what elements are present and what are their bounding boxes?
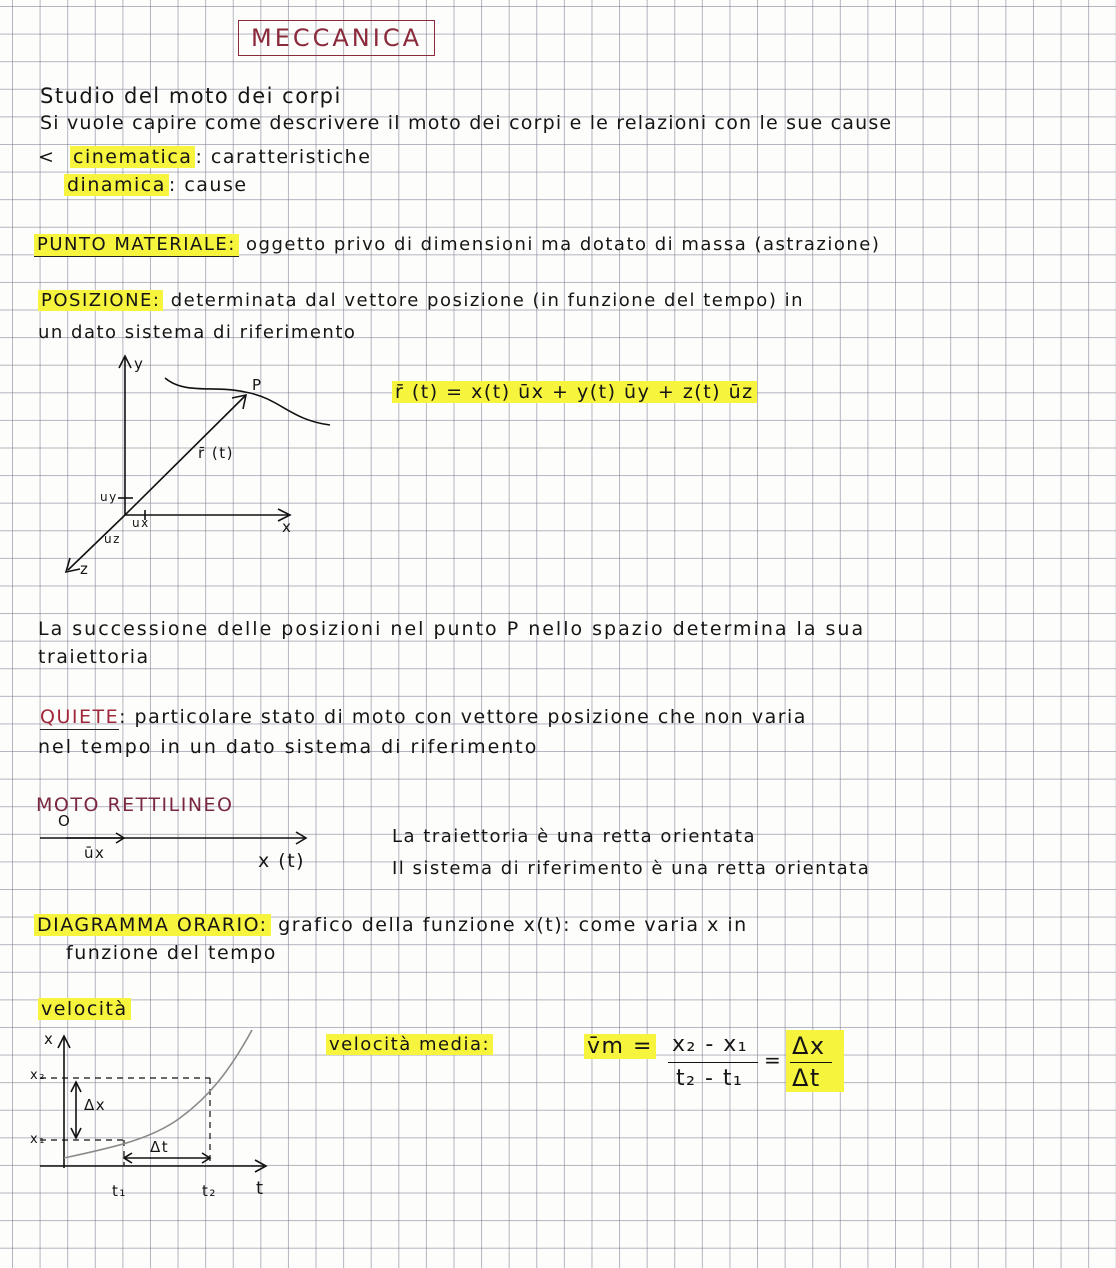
quiete-text-2: nel tempo in un dato sistema di riferimento (38, 736, 539, 758)
moto-rettilineo-label: MOTO RETTILINEO (36, 794, 234, 816)
punto-materiale-text: oggetto privo di dimensioni ma dotato di massa (astrazione) (246, 234, 881, 255)
traiettoria-line-2: traiettoria (38, 646, 150, 668)
origin-label: O (58, 812, 72, 830)
dynamics-text: : cause (168, 174, 248, 196)
traiettoria-line-1: La successione delle posizioni nel punto P nello spazio determina la sua (38, 618, 866, 640)
fraction-denominator-1: t₂ - t₁ (676, 1066, 744, 1091)
fraction-numerator-2: Δx (792, 1032, 826, 1060)
kinematics-text: : caratteristiche (195, 146, 372, 168)
diagramma-orario-text-1: grafico della funzione x(t): come varia x in (278, 914, 748, 936)
page-title: MECCANICA (238, 20, 435, 56)
moto-rettilineo-line-1: La traiettoria è una retta orientata (392, 826, 757, 847)
bracket-symbol: < (38, 146, 56, 168)
graph-t-axis-label: t (256, 1178, 265, 1199)
posizione-label: POSIZIONE: (38, 290, 163, 311)
fraction-denominator-2: Δt (792, 1064, 821, 1092)
diagramma-orario-text-2: funzione del tempo (66, 942, 277, 964)
velocita-label: velocità (38, 998, 131, 1020)
xt-label: x (t) (258, 850, 306, 872)
moto-rettilineo-line-2: Il sistema di riferimento è una retta orientata (392, 858, 871, 879)
posizione-text-2: un dato sistema di riferimento (38, 322, 357, 343)
graph-t2-label: t₂ (202, 1182, 217, 1200)
quiete-text-1: : particolare stato di moto con vettore posizione che non varia (119, 706, 807, 728)
fraction-bar-2 (790, 1062, 832, 1063)
punto-materiale-label: PUNTO MATERIALE: (34, 234, 239, 257)
intro-line-1: Studio del moto dei corpi (40, 84, 342, 108)
ux-label: ūx (84, 844, 106, 862)
diagram-x-label: x (282, 518, 293, 536)
equals-sign: = (764, 1048, 783, 1072)
dynamics-label: dinamica (64, 174, 169, 196)
diagram-y-label: y (134, 355, 145, 373)
diagram-r-label: r̄ (t) (198, 444, 235, 462)
graph-x1-label: x₁ (30, 1132, 46, 1147)
diagram-uz-label: uz (104, 532, 121, 546)
fraction-bar-1 (668, 1062, 758, 1063)
diagram-ux-label: ux (132, 516, 150, 530)
fraction-numerator-1: x₂ - x₁ (672, 1032, 749, 1057)
posizione-text-1: determinata dal vettore posizione (in funzione del tempo) in (170, 290, 804, 311)
intro-line-2: Si vuole capire come descrivere il moto dei corpi e le relazioni con le sue cause (40, 112, 893, 134)
graph-x2-label: x₂ (30, 1068, 46, 1083)
graph-x-axis-label: x (44, 1030, 55, 1048)
position-formula: r̄ (t) = x(t) ūx + y(t) ūy + z(t) ūz (392, 381, 757, 403)
velocita-media-label: velocità media: (326, 1034, 493, 1055)
graph-dx-label: Δx (84, 1096, 107, 1114)
diagramma-orario-label: DIAGRAMMA ORARIO: (34, 914, 271, 936)
graph-dt-label: Δt (150, 1138, 170, 1156)
quiete-label: QUIETE (40, 706, 120, 728)
vm-symbol: v̄m = (584, 1034, 656, 1059)
diagram-z-label: z (80, 560, 90, 578)
diagram-p-label: P (252, 376, 263, 394)
graph-t1-label: t₁ (112, 1182, 127, 1200)
kinematics-label: cinematica (70, 146, 195, 168)
diagram-uy-label: uy (100, 490, 118, 504)
